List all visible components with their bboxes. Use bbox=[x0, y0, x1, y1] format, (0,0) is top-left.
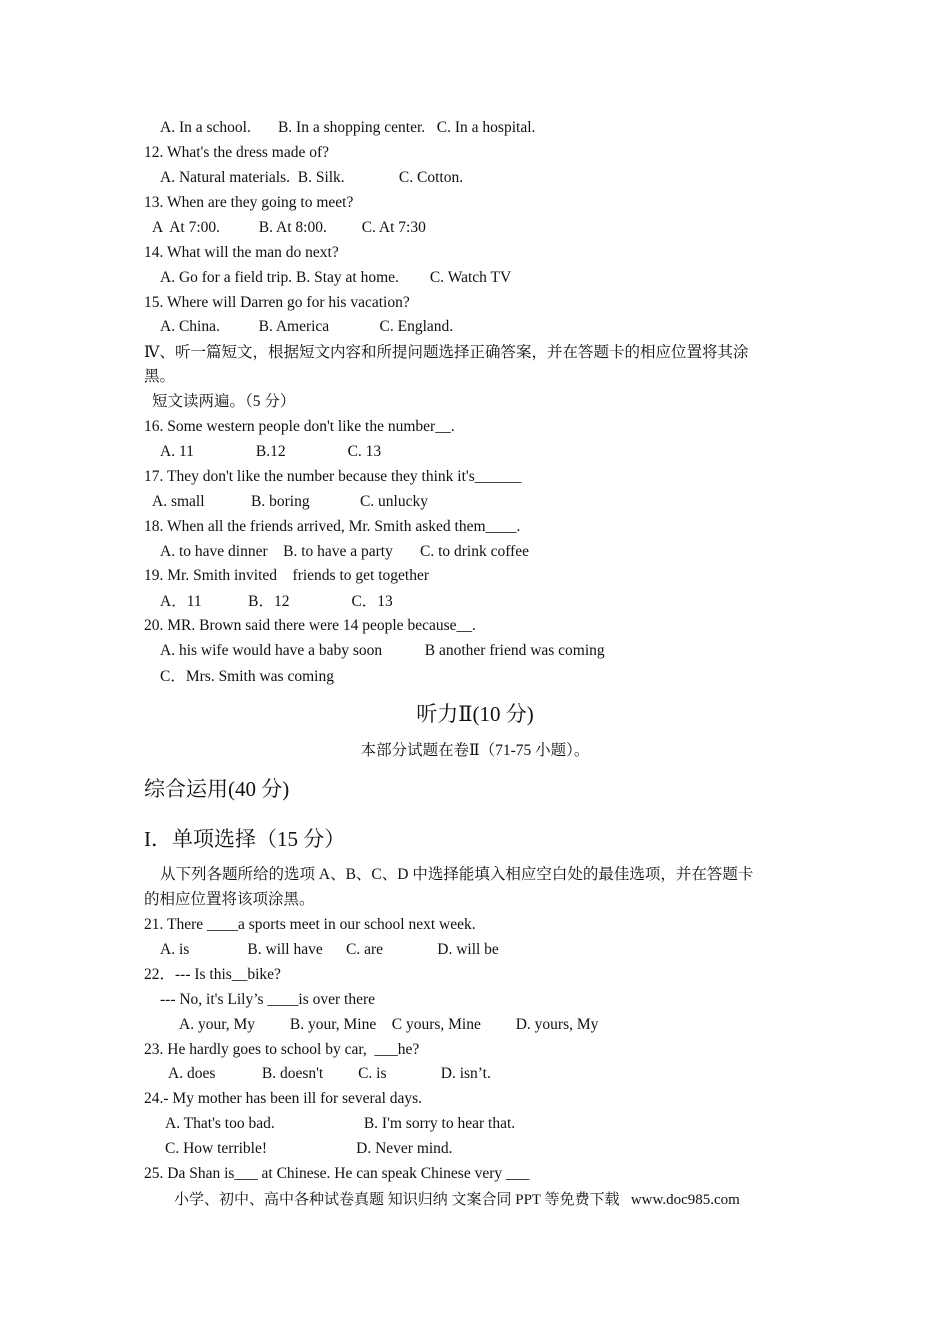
text-line: A. his wife would have a baby soon B another friend was coming bbox=[160, 642, 605, 659]
text-line: 21. There ____a sports meet in our school next week. bbox=[144, 916, 476, 933]
listening2-note: 本部分试题在卷Ⅱ（71-75 小题）。 bbox=[360, 742, 590, 759]
text-line: A. to have dinner B. to have a party C. to drink coffee bbox=[160, 543, 530, 560]
text-line: 13. When are they going to meet? bbox=[144, 194, 354, 211]
text-line: A. Go for a field trip. B. Stay at home. C. Watch TV bbox=[160, 269, 512, 286]
text-line: 20. MR. Brown said there were 14 people because__. bbox=[144, 617, 476, 634]
text-line: 12. What's the dress made of? bbox=[144, 144, 330, 161]
text-line: 25. Da Shan is___ at Chinese. He can speak Chinese very ___ bbox=[144, 1165, 530, 1182]
listening2-title: 听力Ⅱ(10 分) bbox=[416, 702, 534, 726]
text-line: C．Mrs. Smith was coming bbox=[160, 668, 334, 685]
text-line: 24.- My mother has been ill for several days. bbox=[144, 1090, 423, 1107]
text-line: A. your, My B. your, Mine C yours, Mine D. yours, My bbox=[179, 1016, 599, 1033]
text-line: A. 11 B.12 C. 13 bbox=[160, 443, 382, 460]
text-line: A. In a school. B. In a shopping center. C. In a hospital. bbox=[160, 119, 536, 136]
comprehensive-title: 综合运用(40 分) bbox=[144, 777, 290, 801]
text-line: Ⅳ、听一篇短文，根据短文内容和所提问题选择正确答案，并在答题卡的相应位置将其涂 bbox=[144, 344, 749, 361]
text-line: 黑。 bbox=[144, 368, 176, 385]
text-line: 23. He hardly goes to school by car, ___he? bbox=[144, 1041, 420, 1058]
text-line: 从下列各题所给的选项 A、B、C、D 中选择能填入相应空白处的最佳选项，并在答题卡 bbox=[160, 866, 754, 883]
text-line: A. China. B. America C. England. bbox=[160, 318, 454, 335]
text-line: 短文读两遍。（5 分） bbox=[152, 393, 296, 410]
text-line: 17. They don't like the number because they think it's______ bbox=[144, 468, 522, 485]
text-line: 16. Some western people don't like the number__. bbox=[144, 418, 455, 435]
text-line: 15. Where will Darren go for his vacation? bbox=[144, 294, 410, 311]
text-line: --- No, it's Lily’s ____is over there bbox=[160, 991, 376, 1008]
text-line: A. does B. doesn't C. is D. isn’t. bbox=[168, 1065, 491, 1082]
text-line: A. small B. boring C. unlucky bbox=[152, 493, 428, 510]
text-line: 14. What will the man do next? bbox=[144, 244, 339, 261]
page-footer: 小学、初中、高中各种试卷真题 知识归纳 文案合同 PPT 等免费下载 www.doc985.com bbox=[174, 1192, 740, 1208]
text-line: A．11 B．12 C．13 bbox=[160, 593, 393, 610]
text-line: 的相应位置将该项涂黑。 bbox=[144, 891, 315, 908]
section1-title: I．单项选择（15 分） bbox=[144, 827, 346, 851]
text-line: A At 7:00. B. At 8:00. C. At 7:30 bbox=[152, 219, 426, 236]
text-line: A. That's too bad. B. I'm sorry to hear that. bbox=[165, 1115, 516, 1132]
text-line: C. How terrible! D. Never mind. bbox=[165, 1140, 453, 1157]
text-line: 19. Mr. Smith invited friends to get together bbox=[144, 567, 429, 584]
text-line: 18. When all the friends arrived, Mr. Smith asked them____. bbox=[144, 518, 521, 535]
text-line: 22．--- Is this__bike? bbox=[144, 966, 281, 983]
text-line: A. Natural materials. B. Silk. C. Cotton. bbox=[160, 169, 464, 186]
text-line: A. is B. will have C. are D. will be bbox=[160, 941, 499, 958]
